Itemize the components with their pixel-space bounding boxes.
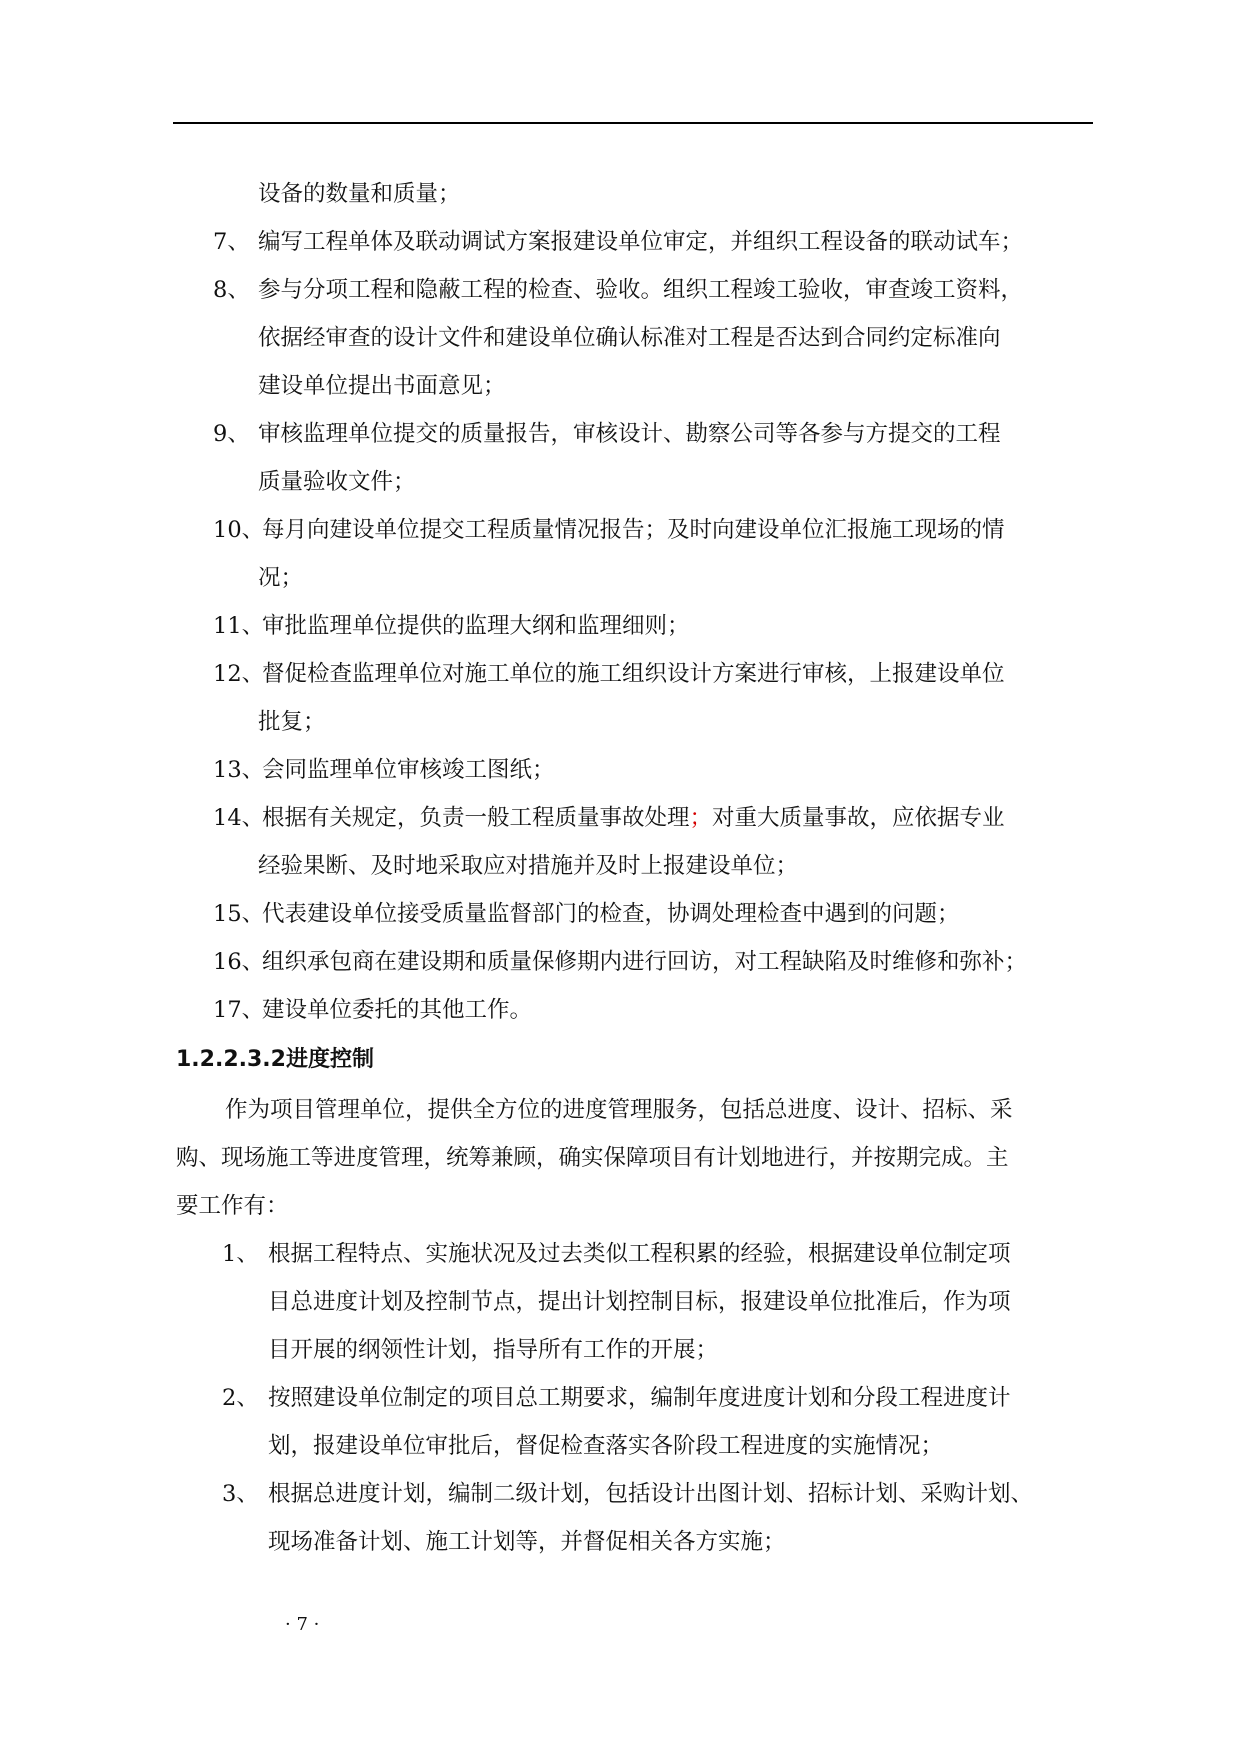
list-item-number: 9、	[213, 421, 250, 447]
list-item-text: 质量验收文件；	[258, 469, 416, 495]
list-item-line	[0, 794, 1241, 842]
list-item-line	[0, 842, 1241, 890]
list-item-text: 依据经审查的设计文件和建设单位确认标准对工程是否达到合同约定标准向	[258, 325, 1001, 351]
list-item-number: 1、	[222, 1241, 259, 1267]
intro-paragraph-line	[0, 1134, 1241, 1182]
list-item-text: 组织承包商在建设期和质量保修期内进行回访，对工程缺陷及时维修和弥补；	[262, 949, 1028, 975]
list-item-text: 现场准备计划、施工计划等，并督促相关各方实施；	[268, 1529, 786, 1555]
list-item-text: 审核监理单位提交的质量报告，审核设计、勘察公司等各参与方提交的工程	[258, 421, 1001, 447]
list-item-number: 3、	[222, 1481, 259, 1507]
list-item-line	[0, 938, 1241, 986]
list-item-line	[0, 554, 1241, 602]
list-item-text: 根据工程特点、实施状况及过去类似工程积累的经验，根据建设单位制定项	[268, 1241, 1011, 1267]
intro-paragraph-line	[0, 1086, 1241, 1134]
list-item-line	[0, 218, 1241, 266]
list-item-number: 11、	[213, 613, 265, 639]
list-item-line	[0, 1278, 1241, 1326]
list-item-text: 设备的数量和质量；	[258, 181, 461, 207]
list-item-number: 2、	[222, 1385, 259, 1411]
list-item-text: 划，报建设单位审批后，督促检查落实各阶段工程进度的实施情况；	[268, 1433, 944, 1459]
list-item-number: 14、	[213, 805, 265, 831]
list-item-text: 经验果断、及时地采取应对措施并及时上报建设单位；	[258, 853, 799, 879]
list-item-number: 16、	[213, 949, 265, 975]
list-item-line	[0, 410, 1241, 458]
list-item-number: 10、	[213, 517, 265, 543]
list-item-number: 15、	[213, 901, 265, 927]
list-item-text: 批复；	[258, 709, 326, 735]
list-item-line	[0, 698, 1241, 746]
red-semicolon: ；	[689, 805, 713, 831]
intro-text: 购、现场施工等进度管理，统筹兼顾，确实保障项目有计划地进行，并按期完成。主	[176, 1145, 1009, 1171]
list-item-text: 按照建设单位制定的项目总工期要求，编制年度进度计划和分段工程进度计	[268, 1385, 1011, 1411]
page-number: · 7 ·	[285, 1614, 320, 1635]
list-item-number: 12、	[213, 661, 265, 687]
header-rule	[173, 122, 1093, 124]
intro-text: 作为项目管理单位，提供全方位的进度管理服务，包括总进度、设计、招标、采	[225, 1097, 1013, 1123]
list-item-line	[0, 650, 1241, 698]
list-item-line	[0, 170, 1241, 218]
list-item-text: 代表建设单位接受质量监督部门的检查，协调处理检查中遇到的问题；	[262, 901, 960, 927]
list-item-line	[0, 1374, 1241, 1422]
document-body	[0, 170, 1241, 1566]
list-item-text: 目总进度计划及控制节点，提出计划控制目标，报建设单位批准后，作为项	[268, 1289, 1011, 1315]
list-item-text: 审批监理单位提供的监理大纲和监理细则；	[262, 613, 690, 639]
list-item-text: 参与分项工程和隐蔽工程的检查、验收。组织工程竣工验收，审查竣工资料，	[258, 277, 1024, 303]
list-item-text: 况；	[258, 565, 304, 591]
list-item-text: 每月向建设单位提交工程质量情况报告；及时向建设单位汇报施工现场的情	[262, 517, 1005, 543]
list-item-line	[0, 746, 1241, 794]
list-item-line	[0, 458, 1241, 506]
list-item-text: 根据总进度计划，编制二级计划，包括设计出图计划、招标计划、采购计划、	[268, 1481, 1034, 1507]
section-heading-line	[0, 1034, 1241, 1086]
section-heading: 1.2.2.3.2进度控制	[176, 1047, 374, 1072]
list-item-line	[0, 266, 1241, 314]
list-item-text: 会同监理单位审核竣工图纸；	[262, 757, 555, 783]
list-item-line	[0, 1422, 1241, 1470]
list-item-line	[0, 1518, 1241, 1566]
list-item-text: 建设单位委托的其他工作。	[262, 997, 533, 1023]
list-item-number: 13、	[213, 757, 265, 783]
list-item-line	[0, 314, 1241, 362]
intro-text: 要工作有：	[176, 1193, 289, 1219]
list-item-text: 建设单位提出书面意见；	[258, 373, 506, 399]
list-item-line	[0, 1470, 1241, 1518]
list-item-line	[0, 506, 1241, 554]
list-item-line	[0, 362, 1241, 410]
list-item-number: 7、	[213, 229, 250, 255]
list-item-line	[0, 890, 1241, 938]
list-item-text: 根据有关规定，负责一般工程质量事故处理；对重大质量事故，应依据专业	[262, 805, 1005, 831]
list-item-line	[0, 1326, 1241, 1374]
list-item-line	[0, 1230, 1241, 1278]
intro-paragraph-line	[0, 1182, 1241, 1230]
list-item-line	[0, 602, 1241, 650]
list-item-line	[0, 986, 1241, 1034]
list-item-number: 17、	[213, 997, 265, 1023]
list-item-text: 编写工程单体及联动调试方案报建设单位审定，并组织工程设备的联动试车；	[258, 229, 1024, 255]
list-item-text: 目开展的纲领性计划，指导所有工作的开展；	[268, 1337, 719, 1363]
list-item-number: 8、	[213, 277, 250, 303]
list-item-text: 督促检查监理单位对施工单位的施工组织设计方案进行审核，上报建设单位	[262, 661, 1005, 687]
